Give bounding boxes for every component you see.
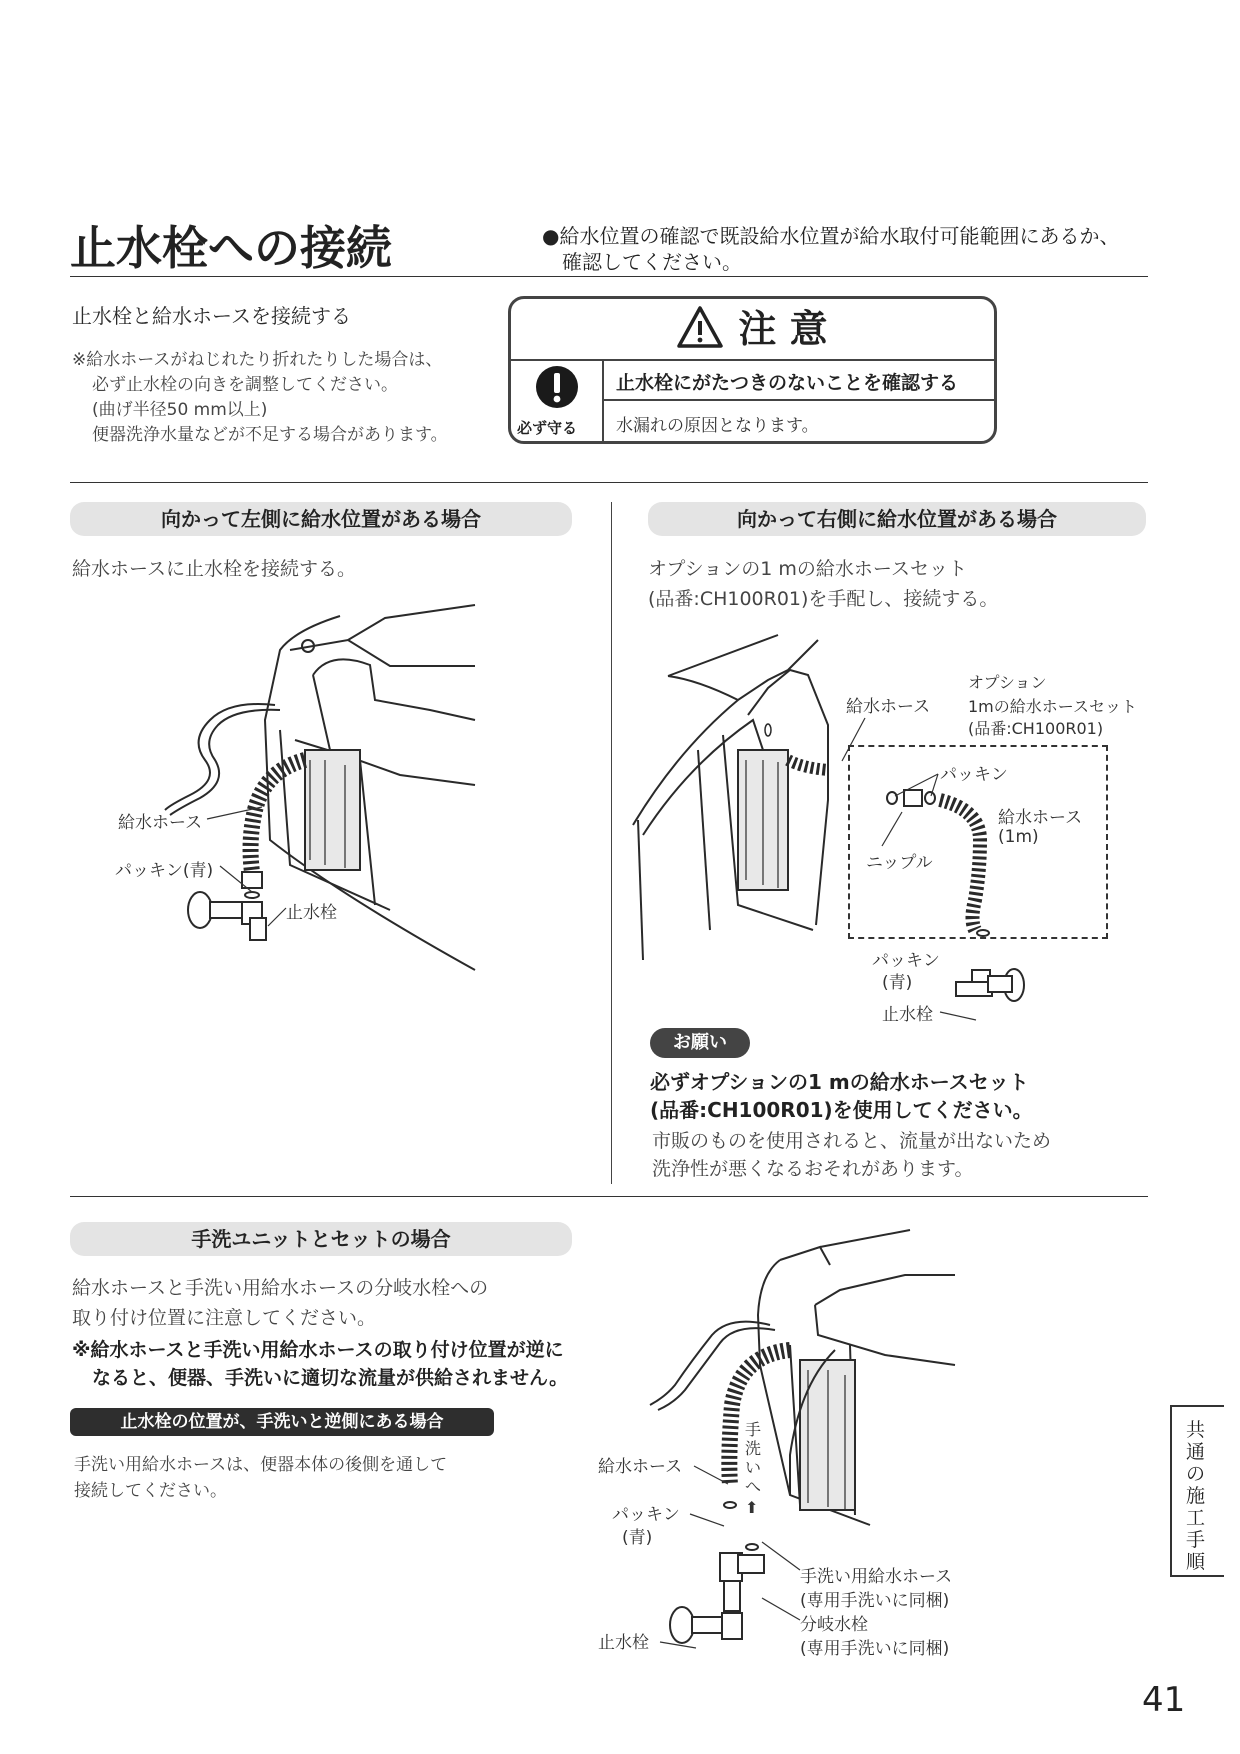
section-divider bbox=[70, 1196, 1148, 1197]
caution-title: 注 意 bbox=[738, 307, 828, 351]
header-note-line2: 確認してください。 bbox=[562, 250, 742, 274]
section-divider bbox=[70, 482, 1148, 483]
right-label-option1: オプション bbox=[968, 673, 1047, 692]
header-divider bbox=[70, 276, 1148, 277]
bottom-case-text1: 給水ホースと手洗い用給水ホースの分岐水栓への bbox=[72, 1277, 489, 1299]
request-text-line2: 洗浄性が悪くなるおそれがあります。 bbox=[652, 1158, 974, 1180]
bottom-label-branch2: (専用手洗いに同梱) bbox=[800, 1639, 950, 1659]
leader-line bbox=[940, 1008, 980, 1024]
right-case-title: 向かって右側に給水位置がある場合 bbox=[648, 502, 1146, 536]
bottom-label-hose: 給水ホース bbox=[598, 1457, 683, 1477]
leader-line bbox=[690, 1512, 730, 1532]
leader-line bbox=[880, 810, 910, 850]
leader-line bbox=[760, 1596, 804, 1626]
right-case-text-line1: オプションの1 mの給水ホースセット bbox=[648, 558, 967, 580]
intro-note-line: 必ず止水栓の向きを調整してください。 bbox=[92, 375, 398, 395]
caution-sub-text: 水漏れの原因となります。 bbox=[616, 416, 819, 436]
right-toilet-illustration bbox=[638, 640, 838, 970]
leader-line bbox=[694, 1464, 734, 1488]
bottom-case-text2: 取り付け位置に注意してください。 bbox=[72, 1307, 377, 1329]
intro-note-line: ※給水ホースがねじれたり折れたりした場合は、 bbox=[72, 350, 443, 370]
bottom-label-branch: 分岐水栓 bbox=[800, 1615, 868, 1635]
bottom-case-title: 手洗ユニットとセットの場合 bbox=[70, 1222, 572, 1256]
request-bold-line1: 必ずオプションの1 mの給水ホースセット bbox=[650, 1070, 1029, 1094]
bottom-case-note2: なると、便器、手洗いに適切な流量が供給されません。 bbox=[92, 1367, 569, 1389]
leader-line bbox=[266, 908, 290, 932]
leader-line bbox=[220, 866, 260, 896]
right-label-packing: パッキン bbox=[940, 765, 1008, 785]
left-label-hose: 給水ホース bbox=[118, 813, 203, 833]
left-case-text: 給水ホースに止水栓を接続する。 bbox=[72, 558, 357, 580]
request-text-line1: 市販のものを使用されると、流量が出ないため bbox=[652, 1130, 1052, 1152]
header-note-line1: ●給水位置の確認で既設給水位置が給水取付可能範囲にあるか、 bbox=[542, 224, 1120, 248]
up-arrow-icon: ⬆ bbox=[745, 1498, 759, 1517]
request-badge: お願い bbox=[650, 1028, 750, 1058]
leader-line bbox=[893, 772, 943, 802]
left-label-valve: 止水栓 bbox=[286, 903, 337, 923]
to-wash-label: 手洗いへ bbox=[745, 1420, 762, 1496]
bottom-case-note1: ※給水ホースと手洗い用給水ホースの取り付け位置が逆に bbox=[72, 1339, 564, 1361]
bottom-label-packing2: (青) bbox=[622, 1528, 653, 1548]
right-label-valve: 止水栓 bbox=[882, 1005, 933, 1025]
left-toilet-illustration bbox=[130, 610, 480, 980]
caution-main-text: 止水栓にがたつきのないことを確認する bbox=[616, 372, 959, 394]
right-label-hose2-length: (1m) bbox=[998, 827, 1039, 847]
left-case-title: 向かって左側に給水位置がある場合 bbox=[70, 502, 572, 536]
right-label-option2: 1mの給水ホースセット bbox=[968, 697, 1137, 716]
right-label-packing-blue2: (青) bbox=[882, 973, 913, 993]
leader-line bbox=[840, 716, 870, 766]
warning-triangle-icon bbox=[677, 306, 723, 352]
caution-badge-label: 必ず守る bbox=[517, 419, 578, 437]
caution-main-row bbox=[604, 359, 994, 401]
exclamation-icon bbox=[535, 365, 579, 409]
right-label-option3: (品番:CH100R01) bbox=[968, 719, 1104, 738]
bottom-sub-badge: 止水栓の位置が、手洗いと逆側にある場合 bbox=[70, 1408, 494, 1436]
page-number: 41 bbox=[1142, 1680, 1186, 1720]
bottom-label-wash-hose2: (専用手洗いに同梱) bbox=[800, 1591, 950, 1611]
bottom-sub-text2: 接続してください。 bbox=[74, 1481, 227, 1501]
leader-line bbox=[660, 1638, 700, 1654]
intro-note-line: 便器洗浄水量などが不足する場合があります。 bbox=[92, 425, 448, 445]
side-tab bbox=[1170, 1405, 1224, 1577]
bottom-label-packing: パッキン bbox=[612, 1505, 680, 1525]
caution-left-cell bbox=[511, 359, 604, 441]
bottom-sub-text1: 手洗い用給水ホースは、便器本体の後側を通して bbox=[74, 1455, 448, 1475]
right-label-hose2: 給水ホース bbox=[998, 808, 1083, 828]
bottom-label-wash-hose: 手洗い用給水ホース bbox=[800, 1567, 953, 1587]
intro-heading: 止水栓と給水ホースを接続する bbox=[72, 304, 351, 328]
caution-box bbox=[508, 296, 997, 444]
right-label-packing-blue: パッキン bbox=[872, 951, 940, 971]
page-title: 止水栓への接続 bbox=[70, 221, 392, 275]
right-case-text-line2: (品番:CH100R01)を手配し、接続する。 bbox=[648, 588, 999, 610]
bottom-label-valve: 止水栓 bbox=[598, 1633, 649, 1653]
column-divider bbox=[611, 502, 612, 1184]
leader-line bbox=[760, 1540, 804, 1574]
side-tab-label: 共通の施工手順 bbox=[1186, 1419, 1206, 1573]
request-bold-line2: (品番:CH100R01)を使用してください。 bbox=[650, 1098, 1033, 1122]
right-label-hose: 給水ホース bbox=[846, 697, 931, 717]
intro-note-line: (曲げ半径50 mm以上) bbox=[92, 400, 268, 420]
left-label-packing: パッキン(青) bbox=[115, 861, 214, 881]
leader-line bbox=[207, 805, 267, 825]
right-label-nipple: ニップル bbox=[866, 853, 933, 873]
caution-header bbox=[511, 299, 994, 361]
